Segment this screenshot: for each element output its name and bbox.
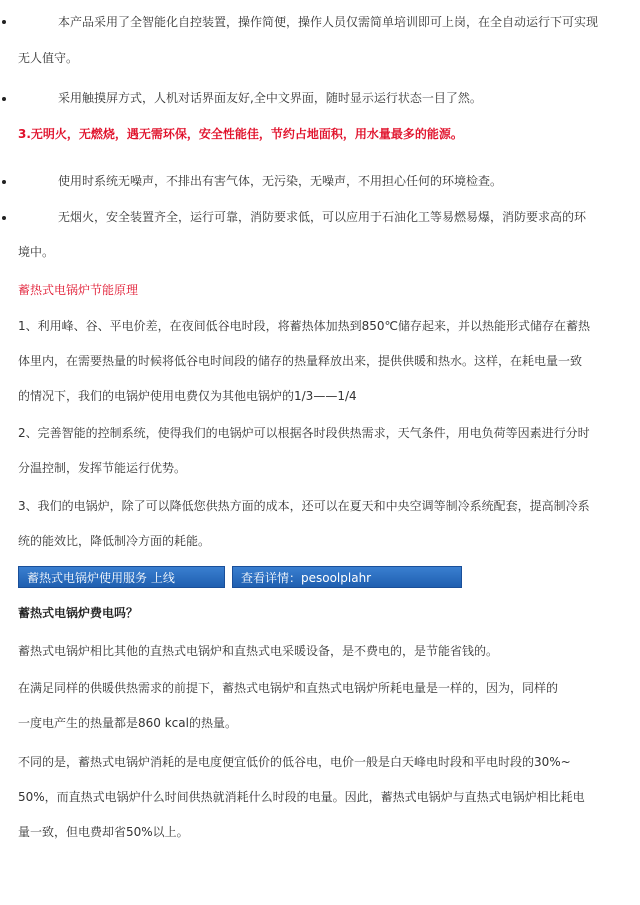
principle-3-line-1: 3、我们的电锅炉，除了可以降低您供热方面的成本，还可以在夏天和中央空调等制冷系统配套，提高制冷系 xyxy=(18,499,590,513)
feature-5-line-1: 无烟火，安全装置齐全，运行可靠，消防要求低，可以应用于石油化工等易燃易爆，消防要求高的环 xyxy=(58,210,587,224)
qa-paragraph-1: 蓄热式电锅炉相比其他的直热式电锅炉和直热式电采暖设备，是不费电的，是节能省钱的。 xyxy=(18,644,499,658)
qa-paragraph-3-line-1: 不同的是，蓄热式电锅炉消耗的是电度便宜低价的低谷电，电价一般是白天峰电时段和平电时段的30%~ xyxy=(18,755,571,769)
feature-2-line-1: 采用触摸屏方式，人机对话界面友好,全中文界面，随时显示运行状态一目了然。 xyxy=(58,91,482,105)
principle-1-line-1: 1、利用峰、谷、平电价差，在夜间低谷电时段，将蓄热体加热到850℃储存起来，并以热能形式储存在蓄热 xyxy=(18,319,591,333)
qa-paragraph-2-line-1: 在满足同样的供暖供热需求的前提下，蓄热式电锅炉和直热式电锅炉所耗电量是一样的，因为，同样的 xyxy=(18,681,559,695)
feature-3-highlight: 3.无明火，无燃烧，遇无需环保，安全性能佳，节约占地面积，用水量最多的能源。 xyxy=(18,127,463,141)
feature-1-line-2: 无人值守。 xyxy=(18,51,79,65)
principle-2-line-2: 分温控制，发挥节能运行优势。 xyxy=(18,461,187,475)
qa-paragraph-3-line-2: 50%，而直热式电锅炉什么时间供热就消耗什么时段的电量。因此，蓄热式电锅炉与直热式电锅炉相比耗电 xyxy=(18,790,585,804)
principle-3-line-2: 统的能效比，降低制冷方面的耗能。 xyxy=(18,534,211,548)
qa-paragraph-3-line-3: 量一致，但电费却省50%以上。 xyxy=(18,825,189,839)
bullet-dot xyxy=(2,97,6,101)
bullet-dot xyxy=(2,180,6,184)
feature-1-line-1: 本产品采用了全智能化自控装置，操作简便，操作人员仅需简单培训即可上岗，在全自动运行下可实现 xyxy=(58,15,599,29)
qa-paragraph-2-line-2: 一度电产生的热量都是860 kcal的热量。 xyxy=(18,716,237,730)
principle-1-line-3: 的情况下，我们的电锅炉使用电费仅为其他电锅炉的1/3——1/4 xyxy=(18,389,357,403)
qa-question: 蓄热式电锅炉费电吗？ xyxy=(18,606,139,620)
service-online-button[interactable]: 蓄热式电锅炉使用服务 上线 xyxy=(18,566,225,588)
feature-4-line-1: 使用时系统无噪声，不排出有害气体，无污染，无噪声，不用担心任何的环境检查。 xyxy=(58,174,503,188)
principle-1-line-2: 体里内，在需要热量的时候将低谷电时间段的储存的热量释放出来，提供供暖和热水。这样，在耗电量一致 xyxy=(18,354,583,368)
bullet-dot xyxy=(2,216,6,220)
section-title: 蓄热式电锅炉节能原理 xyxy=(18,283,139,297)
principle-2-line-1: 2、完善智能的控制系统，使得我们的电锅炉可以根据各时段供热需求，天气条件，用电负荷等因素进行分时 xyxy=(18,426,590,440)
bullet-dot xyxy=(2,20,6,24)
feature-5-line-2: 境中。 xyxy=(18,245,55,259)
view-details-button[interactable]: 查看详情：pesoolplahr xyxy=(232,566,462,588)
